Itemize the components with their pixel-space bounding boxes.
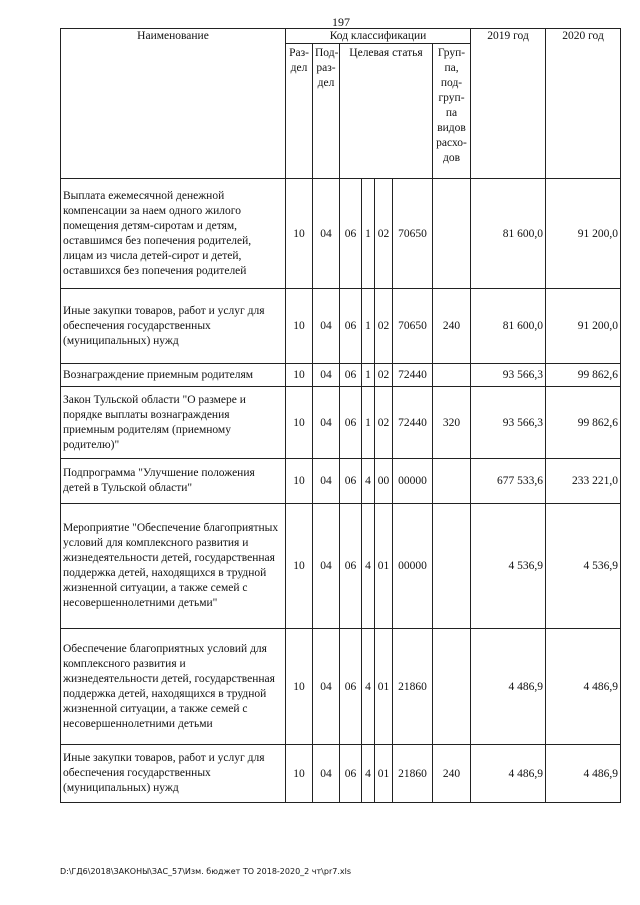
table-row — [61, 387, 621, 459]
row-target-3: 02 — [375, 387, 393, 459]
row-name: Вознаграждение приемным родителям — [61, 364, 286, 387]
header-2019: 2019 год — [471, 29, 546, 179]
row-name: Выплата ежемесячной денежной компенсации за наем одного жилого помещения детям-сиротам и детям, оставшимся без попечения родителей, лицам из числа детей-сирот и детей, оставшихся без попечения родителей — [61, 179, 286, 289]
row-name: Закон Тульской области "О размере и порядке выплаты вознаграждения приемным родителям (приемному родителю)" — [61, 387, 286, 459]
row-razdel: 10 — [286, 459, 313, 504]
row-razdel: 10 — [286, 364, 313, 387]
header-podrazdel: Под-раз-дел — [313, 44, 340, 179]
row-name: Обеспечение благоприятных условий для комплексного развития и жизнедеятельности детей, государственная поддержка детей, находящихся в трудной жизненной ситуации, а также семей с несовершеннолетними детьми — [61, 629, 286, 745]
row-target-3: 01 — [375, 504, 393, 629]
row-razdel: 10 — [286, 629, 313, 745]
row-group — [433, 459, 471, 504]
row-target-1: 06 — [340, 387, 362, 459]
row-2019: 4 486,9 — [471, 629, 546, 745]
row-target-2: 1 — [362, 289, 375, 364]
row-razdel: 10 — [286, 387, 313, 459]
row-name: Подпрограмма "Улучшение положения детей в Тульской области" — [61, 459, 286, 504]
row-2019: 93 566,3 — [471, 387, 546, 459]
row-target-4: 00000 — [393, 504, 433, 629]
row-target-1: 06 — [340, 289, 362, 364]
row-podrazdel: 04 — [313, 745, 340, 803]
header-row-top — [61, 29, 621, 44]
table-row — [61, 364, 621, 387]
header-code: Код классификации — [286, 29, 471, 44]
row-target-3: 02 — [375, 289, 393, 364]
file-path-footer: D:\ГД6\2018\ЗАКОНЫ\ЗАС_57\Изм. бюджет ТО 2018-2020_2 чт\pr7.xls — [60, 867, 351, 876]
row-2020: 4 536,9 — [546, 504, 621, 629]
row-podrazdel: 04 — [313, 504, 340, 629]
row-target-1: 06 — [340, 364, 362, 387]
row-razdel: 10 — [286, 504, 313, 629]
table-row — [61, 504, 621, 629]
row-2020: 91 200,0 — [546, 289, 621, 364]
row-target-2: 4 — [362, 745, 375, 803]
row-group — [433, 504, 471, 629]
row-2019: 4 536,9 — [471, 504, 546, 629]
row-podrazdel: 04 — [313, 364, 340, 387]
row-name: Иные закупки товаров, работ и услуг для обеспечения государственных (муниципальных) нужд — [61, 745, 286, 803]
row-group — [433, 364, 471, 387]
page-number: 197 — [332, 15, 350, 29]
row-2020: 91 200,0 — [546, 179, 621, 289]
row-podrazdel: 04 — [313, 387, 340, 459]
row-target-2: 4 — [362, 459, 375, 504]
table-row — [61, 459, 621, 504]
row-target-4: 72440 — [393, 387, 433, 459]
row-2020: 4 486,9 — [546, 629, 621, 745]
header-target: Целевая статья — [340, 44, 433, 179]
budget-table — [60, 28, 621, 803]
header-razdel: Раз-дел — [286, 44, 313, 179]
row-target-2: 4 — [362, 504, 375, 629]
table-row — [61, 179, 621, 289]
table-row — [61, 289, 621, 364]
row-target-4: 70650 — [393, 289, 433, 364]
row-name: Мероприятие "Обеспечение благоприятных условий для комплексного развития и жизнедеятельности детей, государственная поддержка детей, находящихся в трудной жизненной ситуации, а также семей с несовершеннолетними детьми" — [61, 504, 286, 629]
row-target-2: 1 — [362, 364, 375, 387]
row-target-4: 72440 — [393, 364, 433, 387]
row-2020: 4 486,9 — [546, 745, 621, 803]
row-target-4: 21860 — [393, 745, 433, 803]
row-target-1: 06 — [340, 629, 362, 745]
row-target-1: 06 — [340, 179, 362, 289]
row-2019: 81 600,0 — [471, 289, 546, 364]
row-group — [433, 179, 471, 289]
table-row — [61, 745, 621, 803]
row-target-4: 70650 — [393, 179, 433, 289]
row-2020: 233 221,0 — [546, 459, 621, 504]
row-target-2: 4 — [362, 629, 375, 745]
row-target-3: 02 — [375, 364, 393, 387]
row-target-2: 1 — [362, 179, 375, 289]
header-2020: 2020 год — [546, 29, 621, 179]
row-podrazdel: 04 — [313, 629, 340, 745]
row-target-3: 01 — [375, 629, 393, 745]
row-target-3: 01 — [375, 745, 393, 803]
row-podrazdel: 04 — [313, 179, 340, 289]
row-razdel: 10 — [286, 179, 313, 289]
row-target-3: 00 — [375, 459, 393, 504]
row-target-4: 21860 — [393, 629, 433, 745]
row-name: Иные закупки товаров, работ и услуг для обеспечения государственных (муниципальных) нужд — [61, 289, 286, 364]
row-target-3: 02 — [375, 179, 393, 289]
row-2020: 99 862,6 — [546, 364, 621, 387]
row-2019: 677 533,6 — [471, 459, 546, 504]
row-2020: 99 862,6 — [546, 387, 621, 459]
row-target-1: 06 — [340, 504, 362, 629]
row-podrazdel: 04 — [313, 289, 340, 364]
row-2019: 4 486,9 — [471, 745, 546, 803]
row-target-2: 1 — [362, 387, 375, 459]
row-target-1: 06 — [340, 459, 362, 504]
row-target-4: 00000 — [393, 459, 433, 504]
row-group: 240 — [433, 289, 471, 364]
header-group: Груп-па, под-груп-па видов расхо-дов — [433, 44, 471, 179]
row-razdel: 10 — [286, 289, 313, 364]
row-group: 240 — [433, 745, 471, 803]
header-name: Наименование — [61, 29, 286, 179]
row-group: 320 — [433, 387, 471, 459]
row-target-1: 06 — [340, 745, 362, 803]
row-razdel: 10 — [286, 745, 313, 803]
table-row — [61, 629, 621, 745]
row-podrazdel: 04 — [313, 459, 340, 504]
row-2019: 93 566,3 — [471, 364, 546, 387]
row-group — [433, 629, 471, 745]
row-2019: 81 600,0 — [471, 179, 546, 289]
